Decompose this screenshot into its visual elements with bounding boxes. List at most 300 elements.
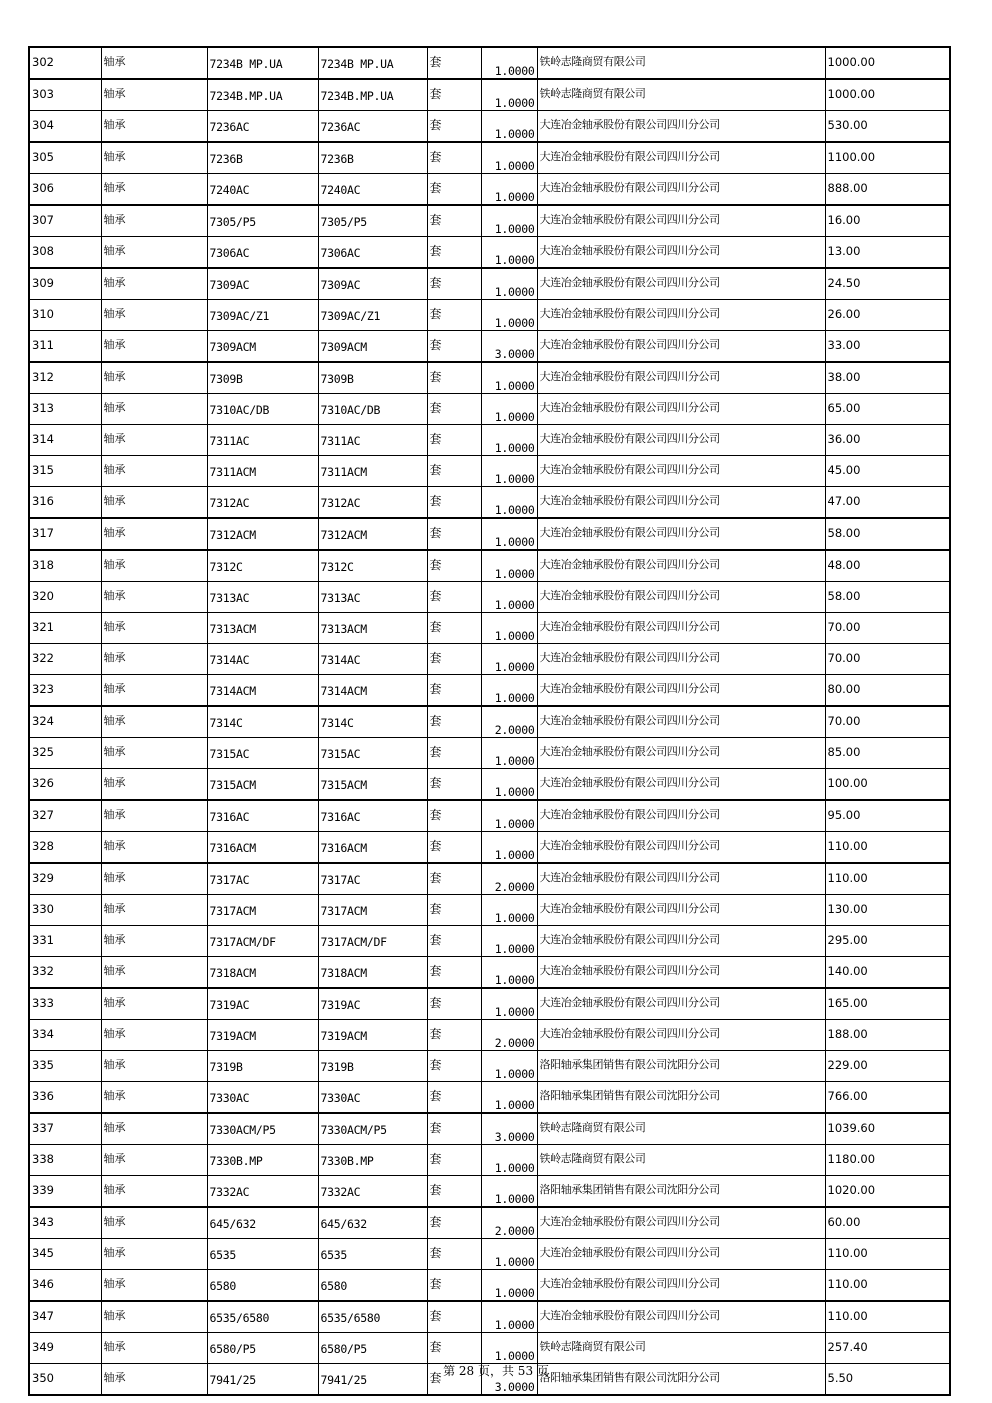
unit-price: 58.00 [825,518,950,550]
item-name: 轴承 [101,863,207,895]
unit-price: 16.00 [825,205,950,237]
item-model: 7317AC [318,863,427,895]
item-model: 7314AC [318,644,427,675]
item-quantity: 1.0000 [481,362,537,394]
item-model: 6535/6580 [318,1301,427,1333]
table-row [29,456,950,487]
row-number: 316 [29,487,101,519]
table-row [29,79,950,111]
unit-price: 140.00 [825,957,950,989]
item-model: 645/632 [318,1207,427,1239]
item-model: 7314C [318,706,427,738]
item-name: 轴承 [101,1020,207,1051]
item-unit: 套 [427,456,481,487]
item-model: 7240AC [318,174,427,206]
item-unit: 套 [427,47,481,79]
item-spec: 6535/6580 [207,1301,318,1333]
table-row [29,675,950,707]
supplier-name: 铁岭志隆商贸有限公司 [537,1145,825,1176]
item-spec: 7305/P5 [207,205,318,237]
unit-price: 36.00 [825,425,950,456]
item-model: 7330ACM/P5 [318,1113,427,1145]
item-model: 7234B MP.UA [318,47,427,79]
row-number: 320 [29,582,101,613]
item-name: 轴承 [101,1082,207,1114]
unit-price: 95.00 [825,800,950,832]
item-name: 轴承 [101,174,207,206]
item-quantity: 1.0000 [481,1333,537,1364]
table-row [29,425,950,456]
item-spec: 7234B MP.UA [207,47,318,79]
item-quantity: 1.0000 [481,1051,537,1082]
item-name: 轴承 [101,1207,207,1239]
supplier-name: 大连冶金轴承股份有限公司四川分公司 [537,769,825,801]
bearing-price-table [28,46,951,1396]
item-quantity: 1.0000 [481,550,537,582]
item-unit: 套 [427,487,481,519]
row-number: 337 [29,1113,101,1145]
item-model: 7313AC [318,582,427,613]
item-spec: 7941/25 [207,1364,318,1396]
item-unit: 套 [427,425,481,456]
item-model: 7305/P5 [318,205,427,237]
item-spec: 7310AC/DB [207,394,318,425]
item-name: 轴承 [101,926,207,957]
row-number: 328 [29,832,101,864]
item-spec: 7317ACM [207,895,318,926]
item-quantity: 1.0000 [481,1301,537,1333]
table-row [29,1113,950,1145]
item-spec: 7314AC [207,644,318,675]
item-name: 轴承 [101,300,207,331]
item-spec: 7234B.MP.UA [207,79,318,111]
item-spec: 7312AC [207,487,318,519]
item-unit: 套 [427,738,481,769]
table-row [29,1020,950,1051]
unit-price: 38.00 [825,362,950,394]
supplier-name: 大连冶金轴承股份有限公司四川分公司 [537,205,825,237]
item-name: 轴承 [101,1270,207,1302]
item-unit: 套 [427,1051,481,1082]
item-model: 7312AC [318,487,427,519]
unit-price: 65.00 [825,394,950,425]
item-model: 6580/P5 [318,1333,427,1364]
item-model: 7236B [318,142,427,174]
item-spec: 7236B [207,142,318,174]
supplier-name: 铁岭志隆商贸有限公司 [537,79,825,111]
supplier-name: 大连冶金轴承股份有限公司四川分公司 [537,362,825,394]
item-name: 轴承 [101,79,207,111]
item-name: 轴承 [101,1239,207,1270]
supplier-name: 大连冶金轴承股份有限公司四川分公司 [537,1020,825,1051]
supplier-name: 大连冶金轴承股份有限公司四川分公司 [537,832,825,864]
item-unit: 套 [427,800,481,832]
unit-price: 80.00 [825,675,950,707]
item-unit: 套 [427,1207,481,1239]
item-quantity: 1.0000 [481,47,537,79]
table-row [29,300,950,331]
item-model: 7319B [318,1051,427,1082]
row-number: 325 [29,738,101,769]
item-model: 7319ACM [318,1020,427,1051]
item-unit: 套 [427,111,481,143]
item-quantity: 1.0000 [481,268,537,300]
table-row [29,362,950,394]
row-number: 334 [29,1020,101,1051]
row-number: 322 [29,644,101,675]
item-quantity: 3.0000 [481,331,537,363]
item-model: 7332AC [318,1176,427,1208]
item-unit: 套 [427,863,481,895]
item-unit: 套 [427,268,481,300]
table-row [29,550,950,582]
page-number: 第 28 页，共 53 页 [443,1364,549,1378]
row-number: 329 [29,863,101,895]
table-row [29,205,950,237]
supplier-name: 大连冶金轴承股份有限公司四川分公司 [537,1239,825,1270]
row-number: 330 [29,895,101,926]
item-spec: 7317ACM/DF [207,926,318,957]
item-name: 轴承 [101,268,207,300]
item-unit: 套 [427,174,481,206]
item-spec: 7309B [207,362,318,394]
table-row [29,769,950,801]
item-spec: 7315AC [207,738,318,769]
table-row [29,1176,950,1208]
item-name: 轴承 [101,487,207,519]
item-name: 轴承 [101,1176,207,1208]
supplier-name: 大连冶金轴承股份有限公司四川分公司 [537,237,825,269]
item-spec: 7318ACM [207,957,318,989]
item-spec: 7313AC [207,582,318,613]
unit-price: 229.00 [825,1051,950,1082]
supplier-name: 大连冶金轴承股份有限公司四川分公司 [537,895,825,926]
table-row [29,863,950,895]
item-model: 7316ACM [318,832,427,864]
item-model: 7309AC/Z1 [318,300,427,331]
row-number: 331 [29,926,101,957]
unit-price: 1020.00 [825,1176,950,1208]
row-number: 343 [29,1207,101,1239]
row-number: 338 [29,1145,101,1176]
supplier-name: 大连冶金轴承股份有限公司四川分公司 [537,1207,825,1239]
item-name: 轴承 [101,644,207,675]
supplier-name: 大连冶金轴承股份有限公司四川分公司 [537,957,825,989]
row-number: 308 [29,237,101,269]
item-model: 6580 [318,1270,427,1302]
table-row [29,394,950,425]
item-unit: 套 [427,331,481,363]
row-number: 324 [29,706,101,738]
item-spec: 7309AC [207,268,318,300]
table-row [29,1301,950,1333]
supplier-name: 铁岭志隆商贸有限公司 [537,47,825,79]
table-row [29,613,950,644]
supplier-name: 大连冶金轴承股份有限公司四川分公司 [537,738,825,769]
supplier-name: 大连冶金轴承股份有限公司四川分公司 [537,1270,825,1302]
table-row [29,142,950,174]
item-quantity: 1.0000 [481,582,537,613]
item-quantity: 1.0000 [481,394,537,425]
table-row [29,1082,950,1114]
unit-price: 70.00 [825,706,950,738]
item-spec: 645/632 [207,1207,318,1239]
item-spec: 7240AC [207,174,318,206]
table-row [29,331,950,363]
item-name: 轴承 [101,1301,207,1333]
table-row [29,832,950,864]
table-row [29,237,950,269]
item-spec: 6535 [207,1239,318,1270]
row-number: 345 [29,1239,101,1270]
row-number: 346 [29,1270,101,1302]
row-number: 310 [29,300,101,331]
item-name: 轴承 [101,550,207,582]
item-name: 轴承 [101,988,207,1020]
supplier-name: 铁岭志隆商贸有限公司 [537,1113,825,1145]
table-row [29,1333,950,1364]
item-model: 7317ACM [318,895,427,926]
supplier-name: 大连冶金轴承股份有限公司四川分公司 [537,425,825,456]
item-spec: 7330B.MP [207,1145,318,1176]
unit-price: 5.50 [825,1364,950,1396]
item-unit: 套 [427,237,481,269]
unit-price: 45.00 [825,456,950,487]
unit-price: 100.00 [825,769,950,801]
item-spec: 7314C [207,706,318,738]
item-spec: 7314ACM [207,675,318,707]
row-number: 333 [29,988,101,1020]
row-number: 305 [29,142,101,174]
item-spec: 6580 [207,1270,318,1302]
item-name: 轴承 [101,613,207,644]
item-model: 7309ACM [318,331,427,363]
item-spec: 7315ACM [207,769,318,801]
item-model: 7312C [318,550,427,582]
item-model: 7309B [318,362,427,394]
item-unit: 套 [427,706,481,738]
unit-price: 1000.00 [825,47,950,79]
table-row [29,895,950,926]
supplier-name: 大连冶金轴承股份有限公司四川分公司 [537,518,825,550]
item-unit: 套 [427,300,481,331]
row-number: 311 [29,331,101,363]
item-spec: 6580/P5 [207,1333,318,1364]
unit-price: 110.00 [825,1301,950,1333]
table-row [29,926,950,957]
item-quantity: 1.0000 [481,456,537,487]
item-model: 7330B.MP [318,1145,427,1176]
item-quantity: 1.0000 [481,1270,537,1302]
row-number: 315 [29,456,101,487]
item-quantity: 2.0000 [481,1020,537,1051]
item-quantity: 1.0000 [481,518,537,550]
supplier-name: 大连冶金轴承股份有限公司四川分公司 [537,1301,825,1333]
item-quantity: 1.0000 [481,174,537,206]
item-spec: 7309AC/Z1 [207,300,318,331]
table-row [29,706,950,738]
row-number: 312 [29,362,101,394]
item-model: 7312ACM [318,518,427,550]
supplier-name: 大连冶金轴承股份有限公司四川分公司 [537,988,825,1020]
row-number: 349 [29,1333,101,1364]
item-quantity: 1.0000 [481,142,537,174]
supplier-name: 洛阳轴承集团销售有限公司沈阳分公司 [537,1051,825,1082]
unit-price: 165.00 [825,988,950,1020]
table-row [29,1207,950,1239]
item-quantity: 1.0000 [481,832,537,864]
table-row [29,1051,950,1082]
item-spec: 7316AC [207,800,318,832]
item-name: 轴承 [101,832,207,864]
item-model: 7311ACM [318,456,427,487]
unit-price: 1000.00 [825,79,950,111]
unit-price: 110.00 [825,1239,950,1270]
unit-price: 188.00 [825,1020,950,1051]
item-model: 7314ACM [318,675,427,707]
item-spec: 7330ACM/P5 [207,1113,318,1145]
table-row [29,487,950,519]
item-quantity: 1.0000 [481,487,537,519]
item-quantity: 1.0000 [481,800,537,832]
item-spec: 7332AC [207,1176,318,1208]
item-quantity: 1.0000 [481,79,537,111]
item-name: 轴承 [101,957,207,989]
table-row [29,111,950,143]
table-row [29,1270,950,1302]
item-quantity: 1.0000 [481,957,537,989]
item-unit: 套 [427,832,481,864]
item-unit: 套 [427,613,481,644]
item-spec: 7317AC [207,863,318,895]
item-quantity: 1.0000 [481,988,537,1020]
item-unit: 套 [427,769,481,801]
item-model: 7311AC [318,425,427,456]
supplier-name: 大连冶金轴承股份有限公司四川分公司 [537,300,825,331]
item-unit: 套 [427,1333,481,1364]
item-quantity: 1.0000 [481,237,537,269]
item-name: 轴承 [101,425,207,456]
row-number: 303 [29,79,101,111]
item-quantity: 3.0000 [481,1113,537,1145]
item-model: 7319AC [318,988,427,1020]
item-name: 轴承 [101,675,207,707]
item-name: 轴承 [101,394,207,425]
item-name: 轴承 [101,1051,207,1082]
item-name: 轴承 [101,738,207,769]
supplier-name: 铁岭志隆商贸有限公司 [537,1333,825,1364]
item-quantity: 1.0000 [481,644,537,675]
row-number: 302 [29,47,101,79]
table-row [29,582,950,613]
item-quantity: 1.0000 [481,205,537,237]
row-number: 335 [29,1051,101,1082]
item-quantity: 1.0000 [481,1082,537,1114]
item-unit: 套 [427,1082,481,1114]
item-model: 7316AC [318,800,427,832]
unit-price: 26.00 [825,300,950,331]
unit-price: 48.00 [825,550,950,582]
row-number: 307 [29,205,101,237]
item-name: 轴承 [101,769,207,801]
unit-price: 766.00 [825,1082,950,1114]
item-name: 轴承 [101,800,207,832]
row-number: 347 [29,1301,101,1333]
item-spec: 7330AC [207,1082,318,1114]
item-name: 轴承 [101,362,207,394]
item-spec: 7236AC [207,111,318,143]
row-number: 318 [29,550,101,582]
item-model: 7330AC [318,1082,427,1114]
row-number: 323 [29,675,101,707]
supplier-name: 大连冶金轴承股份有限公司四川分公司 [537,800,825,832]
table-row [29,988,950,1020]
row-number: 336 [29,1082,101,1114]
row-number: 321 [29,613,101,644]
row-number: 304 [29,111,101,143]
item-unit: 套 [427,1301,481,1333]
supplier-name: 大连冶金轴承股份有限公司四川分公司 [537,926,825,957]
unit-price: 1039.60 [825,1113,950,1145]
row-number: 313 [29,394,101,425]
item-unit: 套 [427,1020,481,1051]
item-unit: 套 [427,1270,481,1302]
item-name: 轴承 [101,1333,207,1364]
item-quantity: 1.0000 [481,895,537,926]
item-unit: 套 [427,1113,481,1145]
unit-price: 110.00 [825,1270,950,1302]
unit-price: 70.00 [825,644,950,675]
unit-price: 110.00 [825,863,950,895]
item-quantity: 1.0000 [481,1239,537,1270]
row-number: 350 [29,1364,101,1396]
item-unit: 套 [427,142,481,174]
unit-price: 33.00 [825,331,950,363]
supplier-name: 洛阳轴承集团销售有限公司沈阳分公司 [537,1176,825,1208]
item-name: 轴承 [101,237,207,269]
item-name: 轴承 [101,582,207,613]
unit-price: 13.00 [825,237,950,269]
item-unit: 套 [427,957,481,989]
table-row [29,738,950,769]
table-row [29,800,950,832]
unit-price: 530.00 [825,111,950,143]
item-quantity: 1.0000 [481,300,537,331]
unit-price: 47.00 [825,487,950,519]
supplier-name: 洛阳轴承集团销售有限公司沈阳分公司 [537,1082,825,1114]
item-quantity: 1.0000 [481,675,537,707]
table-row [29,518,950,550]
item-unit: 套 [427,1145,481,1176]
item-spec: 7309ACM [207,331,318,363]
item-name: 轴承 [101,706,207,738]
item-spec: 7312ACM [207,518,318,550]
supplier-name: 大连冶金轴承股份有限公司四川分公司 [537,174,825,206]
item-spec: 7319AC [207,988,318,1020]
item-name: 轴承 [101,205,207,237]
unit-price: 110.00 [825,832,950,864]
item-unit: 套 [427,1239,481,1270]
unit-price: 295.00 [825,926,950,957]
item-unit: 套 [427,205,481,237]
item-name: 轴承 [101,47,207,79]
item-model: 7306AC [318,237,427,269]
item-model: 7315AC [318,738,427,769]
item-quantity: 2.0000 [481,706,537,738]
item-name: 轴承 [101,111,207,143]
row-number: 317 [29,518,101,550]
item-unit: 套 [427,550,481,582]
